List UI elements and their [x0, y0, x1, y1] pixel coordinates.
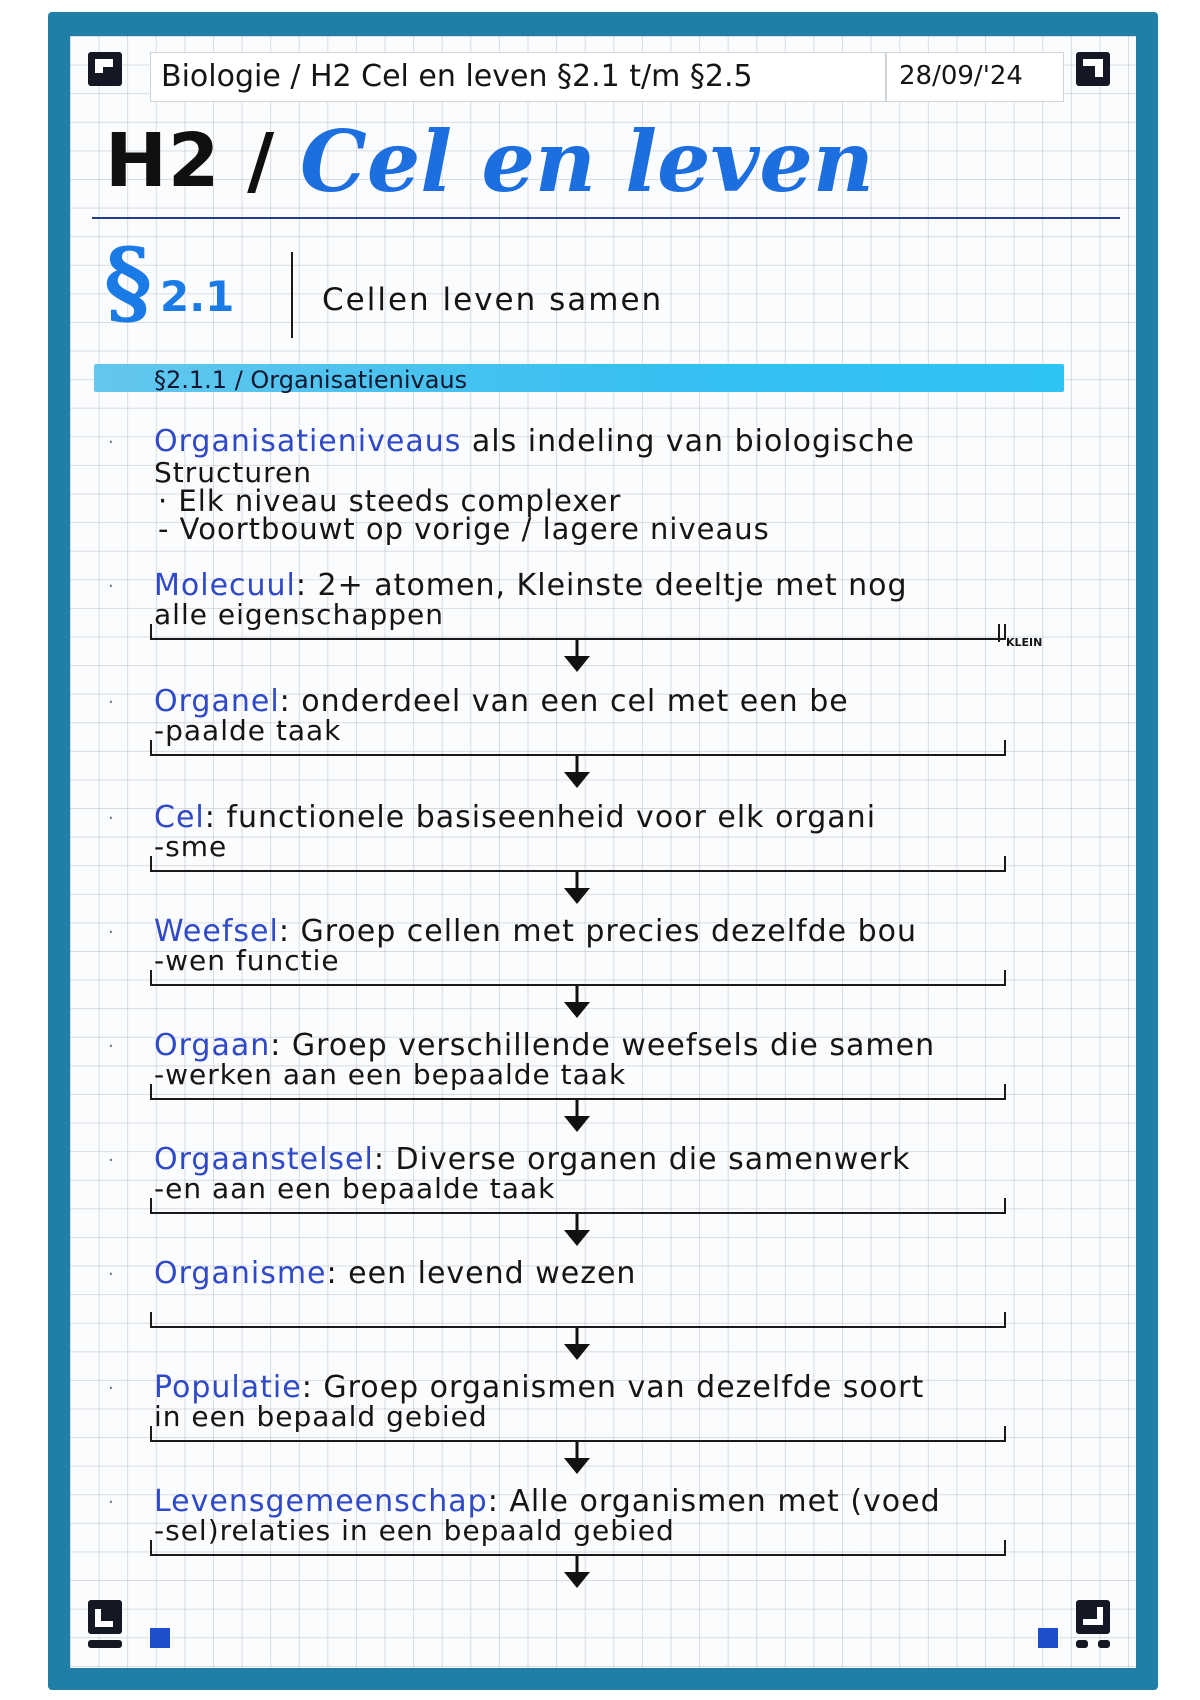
- level-text: : onderdeel van een cel met een be: [279, 684, 849, 719]
- intro-point: · Elk niveau steeds complexer: [158, 484, 622, 518]
- section-divider: [291, 252, 293, 338]
- level-term: Weefsel: [154, 914, 279, 949]
- level-definition-continued: -en aan een bepaalde taak: [154, 1172, 556, 1205]
- level-term: Orgaanstelsel: [154, 1142, 374, 1177]
- chapter-number: H2 /: [105, 118, 276, 204]
- level-bracket: [150, 1084, 1006, 1100]
- down-arrow-icon: [562, 756, 592, 792]
- level-term: Populatie: [154, 1370, 302, 1405]
- corner-marker-bottom-left: [88, 1600, 122, 1634]
- level-bracket: [150, 624, 1006, 640]
- level-bracket: [150, 1198, 1006, 1214]
- section-title: Cellen leven samen: [322, 282, 664, 318]
- corner-dot-bottom-right-a: [1076, 1640, 1088, 1648]
- level-bracket: [150, 970, 1006, 986]
- level-text: : een levend wezen: [326, 1256, 637, 1291]
- level-text: : Alle organismen met (voed: [487, 1484, 941, 1519]
- down-arrow-icon: [562, 1214, 592, 1250]
- level-definition: [154, 800, 876, 835]
- level-bracket: [150, 1426, 1006, 1442]
- level-definition: [154, 1256, 636, 1291]
- down-arrow-icon: [562, 1328, 592, 1364]
- section-sign: §: [104, 228, 153, 336]
- note-date: 28/09/'24: [899, 61, 1023, 91]
- marker-square-right: [1038, 1628, 1058, 1648]
- bullet-dot: ·: [108, 808, 114, 829]
- level-text: : Groep cellen met precies dezelfde bou: [278, 914, 918, 949]
- intro-term: Organisatieniveaus: [154, 424, 462, 459]
- bullet-dot: ·: [108, 692, 114, 713]
- subsection-label: §2.1.1 / Organisatienivaus: [154, 366, 468, 394]
- level-text: : Groep organismen van dezelfde soort: [301, 1370, 925, 1405]
- level-bracket: [150, 856, 1006, 872]
- level-term: Orgaan: [154, 1028, 271, 1063]
- corner-dot-bottom-right-b: [1098, 1640, 1110, 1648]
- level-term: Levensgemeenschap: [154, 1484, 488, 1519]
- chapter-title: Cel en leven: [300, 112, 874, 211]
- bullet-dot: ·: [108, 576, 114, 597]
- level-definition-continued: alle eigenschappen: [154, 598, 445, 631]
- level-definition-continued: in een bepaald gebied: [154, 1400, 488, 1433]
- down-arrow-icon: [562, 1556, 592, 1592]
- level-bracket: [150, 1540, 1006, 1556]
- level-bracket: [150, 740, 1006, 756]
- level-term: Cel: [154, 800, 205, 835]
- level-definition-continued: -sme: [154, 830, 228, 863]
- header-divider: [885, 53, 887, 101]
- corner-marker-top-left: [88, 52, 122, 86]
- level-term: Organisme: [154, 1256, 327, 1291]
- bullet-dot: ·: [108, 1492, 114, 1513]
- corner-bar-bottom-left: [88, 1640, 122, 1648]
- intro-point: - Voortbouwt op vorige / lagere niveaus: [158, 512, 770, 546]
- down-arrow-icon: [562, 1100, 592, 1136]
- down-arrow-icon: [562, 986, 592, 1022]
- bullet-dot: ·: [108, 432, 114, 453]
- level-definition-continued: -wen functie: [154, 944, 340, 977]
- course-line: Biologie / H2 Cel en leven §2.1 t/m §2.5: [161, 59, 753, 94]
- title-underline: [92, 217, 1120, 219]
- down-arrow-icon: [562, 1442, 592, 1478]
- bullet-dot: ·: [108, 1264, 114, 1285]
- bullet-dot: ·: [108, 1150, 114, 1171]
- marker-square-left: [150, 1628, 170, 1648]
- intro-line-2: Structuren: [154, 456, 312, 489]
- bullet-dot: ·: [108, 922, 114, 943]
- header-bar: [150, 52, 1064, 102]
- intro-text: als indeling van biologische: [461, 424, 915, 459]
- level-definition-continued: -werken aan een bepaalde taak: [154, 1058, 627, 1091]
- down-arrow-icon: [562, 640, 592, 676]
- level-definition-continued: -paalde taak: [154, 714, 342, 747]
- level-text: : Groep verschillende weefsels die samen: [270, 1028, 936, 1063]
- level-term: Molecuul: [154, 568, 296, 603]
- level-text: : Diverse organen die samenwerk: [373, 1142, 911, 1177]
- bullet-dot: ·: [108, 1036, 114, 1057]
- scale-arrow-tick: [998, 624, 1000, 642]
- bullet-dot: ·: [108, 1378, 114, 1399]
- down-arrow-icon: [562, 872, 592, 908]
- level-text: : 2+ atomen, Kleinste deeltje met nog: [295, 568, 908, 603]
- level-bracket: [150, 1312, 1006, 1328]
- intro-line: [154, 424, 915, 459]
- corner-marker-bottom-right: [1076, 1600, 1110, 1634]
- level-term: Organel: [154, 684, 280, 719]
- scale-label-klein: KLEIN: [1006, 636, 1043, 649]
- level-definition-continued: -sel)relaties in een bepaald gebied: [154, 1514, 675, 1547]
- corner-marker-top-right: [1076, 52, 1110, 86]
- section-number: 2.1: [160, 272, 235, 321]
- level-text: : functionele basiseenheid voor elk organi: [204, 800, 877, 835]
